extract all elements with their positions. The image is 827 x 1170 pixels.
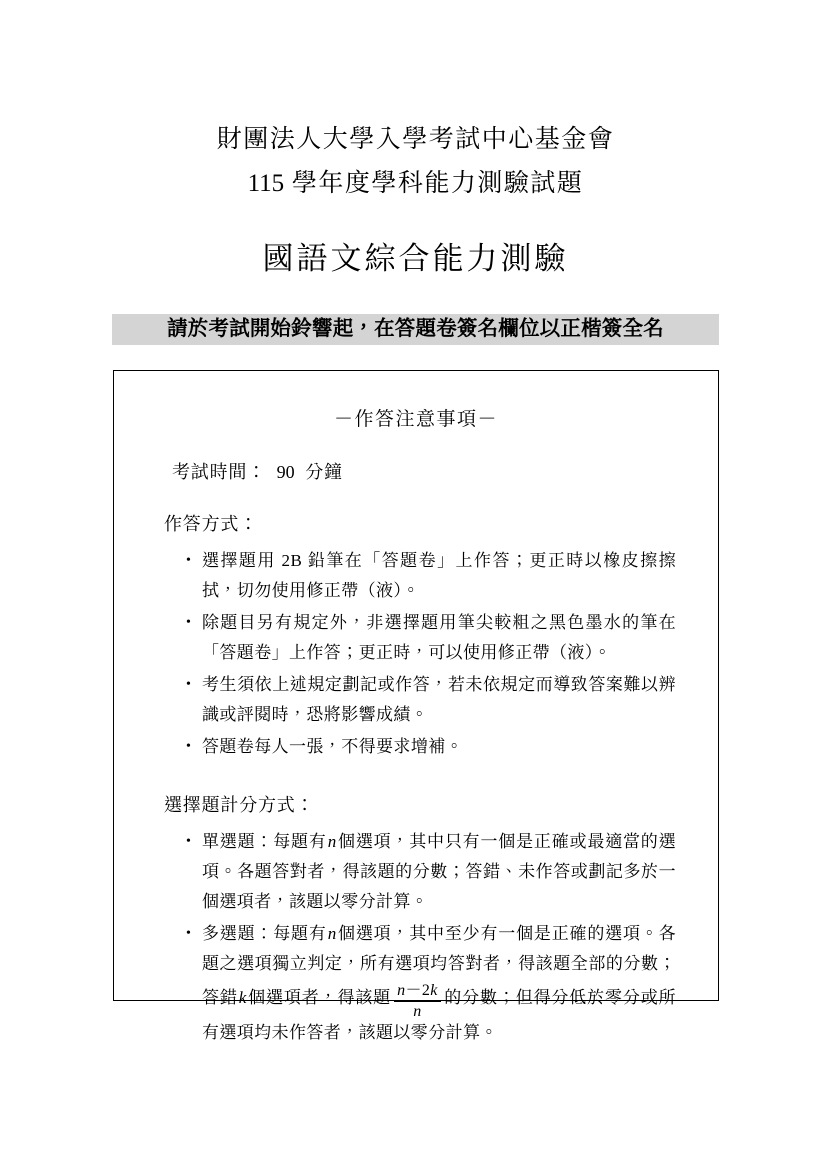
answer-method-list <box>164 546 676 762</box>
bullet-icon: • <box>186 926 192 941</box>
bullet-icon: • <box>186 739 192 754</box>
fraction-denominator <box>394 1002 441 1021</box>
fraction-numerator-operator: －2 <box>405 981 431 999</box>
exam-time-value: 90 <box>276 462 295 482</box>
signature-notice-banner: 請於考試開始鈴響起，在答題卷簽名欄位以正楷簽全名 <box>112 314 719 345</box>
score-fraction <box>394 982 441 1021</box>
list-item-text: 考生須依上述規定劃記或作答，若未依規定而導致答案難以辨識或評閱時，恐將影響成績。 <box>202 675 676 724</box>
list-item-text: 選擇題用 2B 鉛筆在「答題卷」上作答；更正時以橡皮擦擦拭，切勿使用修正帶（液）。 <box>202 551 676 600</box>
fraction-denominator-var-n: n <box>413 1002 422 1020</box>
exam-year-title <box>113 164 718 204</box>
multi-choice-text-c: 個選項者，得該題 <box>247 988 392 1007</box>
multi-choice-text-a: 多選題：每題有 <box>202 924 327 943</box>
exam-year-text: 學年度學科能力測驗試題 <box>284 170 584 197</box>
variable-n: n <box>327 924 337 943</box>
multi-choice-text-d: 的分數；但得分低於零分或所有選項均未作答者，該題以零分計算。 <box>202 988 677 1042</box>
list-item <box>186 670 676 730</box>
organization-title: 財團法人大學入學考試中心基金會 <box>216 126 615 153</box>
exam-time-line <box>172 458 676 484</box>
instructions-box <box>113 370 719 1042</box>
variable-k: k <box>238 988 247 1007</box>
section-heading-scoring-method: 選擇題計分方式： <box>164 795 315 815</box>
page-title: 國語文綜合能力測驗 <box>262 241 569 276</box>
single-choice-text-b: 個選項，其中只有一個是正確或最適當的選項。各題答對者，得該題的分數；答錯、未作答或劃記多於一個選項者，該題以零分計算。 <box>202 832 676 911</box>
exam-time-unit: 分鐘 <box>305 462 343 482</box>
list-item <box>186 546 676 606</box>
page-header <box>113 120 718 282</box>
variable-n: n <box>327 832 337 851</box>
list-item <box>186 732 676 762</box>
list-item <box>186 608 676 668</box>
exam-time-label: 考試時間： <box>172 462 266 482</box>
bullet-icon: • <box>186 553 192 568</box>
instructions-box-content <box>114 458 718 1048</box>
exam-year-number: 115 <box>247 170 285 197</box>
single-choice-text-a: 單選題：每題有 <box>202 832 327 851</box>
bullet-icon: • <box>186 615 192 630</box>
bullet-icon: • <box>186 834 192 849</box>
multi-choice-text-b: 個選項，其中至少有一個是正確的選項。各題之選項獨立判定，所有選項均答對者，得該題全部的分數；答錯 <box>202 924 676 1007</box>
list-item <box>186 827 676 917</box>
list-item <box>186 919 676 1048</box>
fraction-numerator-var-n: n <box>397 981 406 999</box>
section-heading-answer-method: 作答方式： <box>164 514 258 534</box>
scoring-method-list <box>164 827 676 1048</box>
fraction-numerator-var-k: k <box>430 981 438 999</box>
list-item-text: 除題目另有規定外，非選擇題用筆尖較粗之黑色墨水的筆在「答題卷」上作答；更正時，可以使用修正帶（液）。 <box>202 613 676 662</box>
instructions-box-title: －作答注意事項－ <box>333 409 498 430</box>
bullet-icon: • <box>186 677 192 692</box>
fraction-numerator <box>394 982 441 1002</box>
list-item-text: 答題卷每人一張，不得要求增補。 <box>202 737 463 756</box>
